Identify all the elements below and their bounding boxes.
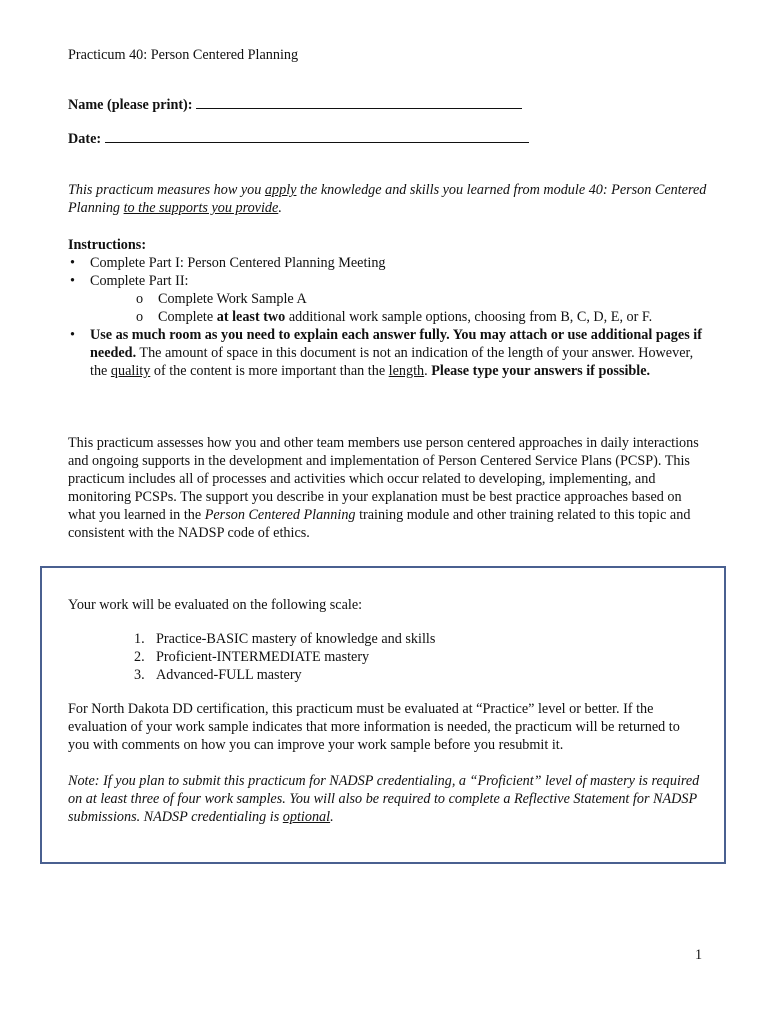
sub-list [90,290,708,326]
assessment-text: This practicum assesses how you and other team members use person centered approaches in daily interactions and ongoing supports in the development and implementation of Person Centered Service Plans (PCSP). This practicum includes all of processes and activities which occur related to developing, implementing, and monitoring PCSPs. The support you describe in your explanation must be best practice approaches based on what you learned in the [68,435,699,523]
scale-item [134,648,704,666]
scale-text: Proficient-INTERMEDIATE mastery [156,649,370,665]
scale-number: 2. [134,649,145,665]
page-title: Practicum 40: Person Centered Planning [68,47,299,63]
instruction-room-text: The amount of space in this document is not an indication of the length of your answer. However, the [90,345,694,379]
intro-text: This practicum measures how you [68,182,265,198]
instructions-heading: Instructions: [68,237,147,253]
name-label: Name (please print): [68,97,193,113]
note-optional: optional [282,809,331,825]
intro-supports: to the supports you provide [123,200,279,216]
note-text: Note: If you plan to submit this practicum for NADSP credentialing, a “Proficient” level of mastery is required on at least three of four work samples. You will also be required to complete a Reflective Statement for NADSP submissions. NADSP credentialing is [68,773,700,825]
instruction-part-2: Complete Part II: [90,273,189,289]
scale-list [68,630,704,684]
sub-list-item [136,290,708,308]
scale-item [134,630,704,648]
scale-text: Advanced-FULL mastery [156,667,302,683]
list-item [68,326,708,380]
instructions-list [68,254,708,380]
sub-item-text-2: additional work sample options, choosing from B, C, D, E, or F. [285,309,653,325]
intro-apply: apply [264,182,297,198]
intro-text-2: the knowledge and skills you learned from module 40: Person Centered Planning [68,182,707,216]
intro-paragraph [68,181,708,217]
scale-text: Practice-BASIC mastery of knowledge and skills [156,631,436,647]
list-item [68,254,708,272]
instruction-room-text-2: of the content is more important than the [150,363,389,379]
sub-item-bold: at least two [216,309,286,325]
scale-number: 1. [134,631,145,647]
page-number: 1 [695,947,703,963]
sub-list-item [136,308,708,326]
list-item [68,272,708,326]
date-field [68,129,529,148]
intro-text-3: . [278,200,282,216]
instruction-length: length [388,363,425,379]
instruction-room-bold: Use as much room as you need to explain each answer fully. You may attach or use additional pages if needed. [90,327,702,361]
instruction-type-bold: Please type your answers if possible. [431,363,651,379]
sub-item-text: Complete [158,309,217,325]
scale-number: 3. [134,667,145,683]
sub-item-work-sample-a: Complete Work Sample A [158,291,307,307]
instruction-quality: quality [110,363,151,379]
instruction-room-text-3: . [424,363,432,379]
evaluation-content [68,596,704,826]
instructions-section [68,236,708,380]
evaluation-lead: Your work will be evaluated on the following scale: [68,597,363,613]
date-blank-line[interactable] [105,129,529,143]
assessment-paragraph [68,434,708,542]
assessment-text-2: training module and other training related to this topic and consistent with the NADSP code of ethics. [68,507,691,541]
instruction-part-1: Complete Part I: Person Centered Planning Meeting [90,255,386,271]
note-end: . [330,809,334,825]
name-field [68,95,522,114]
date-label: Date: [68,131,102,147]
name-blank-line[interactable] [196,95,522,109]
scale-item [134,666,704,684]
certification-paragraph: For North Dakota DD certification, this practicum must be evaluated at “Practice” level or better. If the evaluation of your work sample indicates that more information is needed, the practicum will be returned to you with comments on how you can improve your work sample before you resubmit it. [68,701,680,753]
note-paragraph [68,772,704,826]
assessment-module-name: Person Centered Planning [204,507,356,523]
evaluation-box [40,566,726,864]
